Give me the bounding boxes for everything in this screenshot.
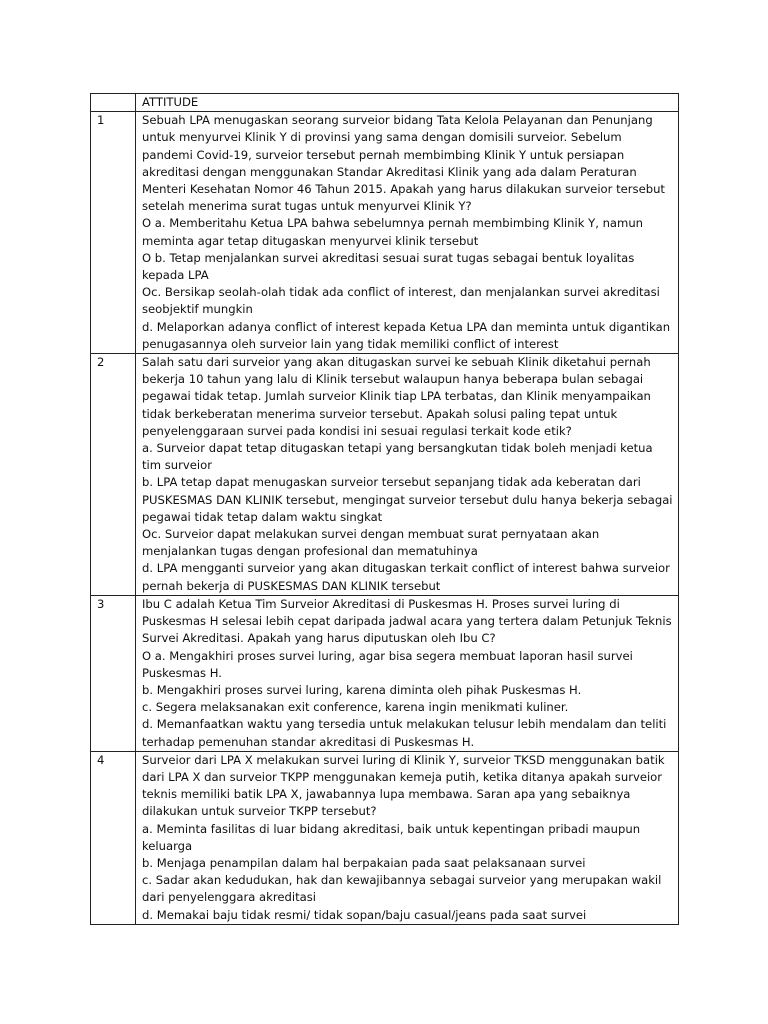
answer-option: d. LPA mengganti surveior yang akan ditugaskan terkait conflict of interest bahwa surveior pernah bekerja di PUSKESMAS DAN KLINIK tersebut xyxy=(142,561,670,593)
question-text: Surveior dari LPA X melakukan survei luring di Klinik Y, surveior TKSD menggunakan batik dari LPA X dan surveior TKPP menggunakan kemeja putih, ketika ditanya apakah surveior teknis memiliki batik LPA X, jawabannya lupa membawa. Saran apa yang sebaiknya dilakukan untuk surveior TKPP tersebut? xyxy=(142,752,665,819)
question-number: 4 xyxy=(91,751,136,924)
question-cell xyxy=(136,354,679,596)
header-title-cell: ATTITUDE xyxy=(136,94,679,112)
question-number: 2 xyxy=(91,354,136,596)
table-row xyxy=(91,354,679,596)
attitude-question-table xyxy=(90,93,679,925)
answer-option: O b. Tetap menjalankan survei akreditasi sesuai surat tugas sebagai bentuk loyalitas kepada LPA xyxy=(142,250,635,283)
answer-option: d. Memanfaatkan waktu yang tersedia untuk melakukan telusur lebih mendalam dan teliti terhadap pemenuhan standar akreditasi di Puskesmas H. xyxy=(142,717,667,749)
answer-option: b. Mengakhiri proses survei luring, karena diminta oleh pihak Puskesmas H. xyxy=(142,682,582,697)
table-row xyxy=(91,751,679,924)
answer-option: O a. Mengakhiri proses survei luring, agar bisa segera membuat laporan hasil survei Puskesmas H. xyxy=(142,648,633,680)
answer-option: a. Surveior dapat tetap ditugaskan tetapi yang bersangkutan tidak boleh menjadi ketua tim surveior xyxy=(142,441,653,473)
answer-option: d. Melaporkan adanya conflict of interest kepada Ketua LPA dan meminta untuk digantikan penugasannya oleh surveior lain yang tidak memiliki conflict of interest xyxy=(142,319,671,351)
question-cell xyxy=(136,595,679,751)
answer-option: d. Memakai baju tidak resmi/ tidak sopan/baju casual/jeans pada saat survei xyxy=(142,907,587,922)
question-cell xyxy=(136,751,679,924)
answer-option: Oc. Surveior dapat melakukan survei dengan membuat surat pernyataan akan menjalankan tugas dengan profesional dan mematuhinya xyxy=(142,527,600,559)
answer-option: Oc. Bersikap seolah-olah tidak ada conflict of interest, dan menjalankan survei akreditasi seobjektif mungkin xyxy=(142,285,660,317)
answer-option: c. Segera melaksanakan exit conference, karena ingin menikmati kuliner. xyxy=(142,700,569,715)
question-text: Salah satu dari surveior yang akan ditugaskan survei ke sebuah Klinik diketahui pernah bekerja 10 tahun yang lalu di Klinik tersebut walaupun hanya beberapa bulan sebagai pegawai tidak tetap. Jumlah surveior Klinik tiap LPA terbatas, dan Klinik menyampaikan tidak berkeberatan menerima surveior tersebut. Apakah solusi paling tepat untuk penyelenggaraan survei pada kondisi ini sesuai regulasi terkait kode etik? xyxy=(142,355,651,438)
header-number-cell xyxy=(91,94,136,112)
question-text: Ibu C adalah Ketua Tim Surveior Akreditasi di Puskesmas H. Proses survei luring di Puskesmas H selesai lebih cepat daripada jadwal acara yang tertera dalam Petunjuk Teknis Survei Akreditasi. Apakah yang harus diputuskan oleh Ibu C? xyxy=(142,596,672,646)
question-text: Sebuah LPA menugaskan seorang surveior bidang Tata Kelola Pelayanan dan Penunjang untuk menyurvei Klinik Y di provinsi yang sama dengan domisili surveior. Sebelum pandemi Covid-19, surveior tersebut pernah membimbing Klinik Y untuk persiapan akreditasi dengan menggunakan Standar Akreditasi Klinik yang ada dalam Peraturan Menteri Kesehatan Nomor 46 Tahun 2015. Apakah yang harus dilakukan surveior tersebut setelah menerima surat tugas untuk menyurvei Klinik Y? xyxy=(142,113,665,214)
answer-option: b. LPA tetap dapat menugaskan surveior tersebut sepanjang tidak ada keberatan dari PUSKESMAS DAN KLINIK tersebut, mengingat surveior tersebut dulu hanya bekerja sebagai pegawai tidak tetap dalam waktu singkat xyxy=(142,475,673,524)
answer-option: O a. Memberitahu Ketua LPA bahwa sebelumnya pernah membimbing Klinik Y, namun meminta agar tetap ditugaskan menyurvei klinik tersebut xyxy=(142,216,644,248)
question-number: 3 xyxy=(91,595,136,751)
table-row xyxy=(91,595,679,751)
question-cell xyxy=(136,112,679,354)
table-header-row xyxy=(91,94,679,112)
answer-option: c. Sadar akan kedudukan, hak dan kewajibannya sebagai surveior yang merupakan wakil dari penyelenggara akreditasi xyxy=(142,873,662,905)
answer-option: b. Menjaga penampilan dalam hal berpakaian pada saat pelaksanaan survei xyxy=(142,855,586,870)
question-number: 1 xyxy=(91,112,136,354)
answer-option: a. Meminta fasilitas di luar bidang akreditasi, baik untuk kepentingan pribadi maupun keluarga xyxy=(142,821,641,853)
table-row xyxy=(91,112,679,354)
